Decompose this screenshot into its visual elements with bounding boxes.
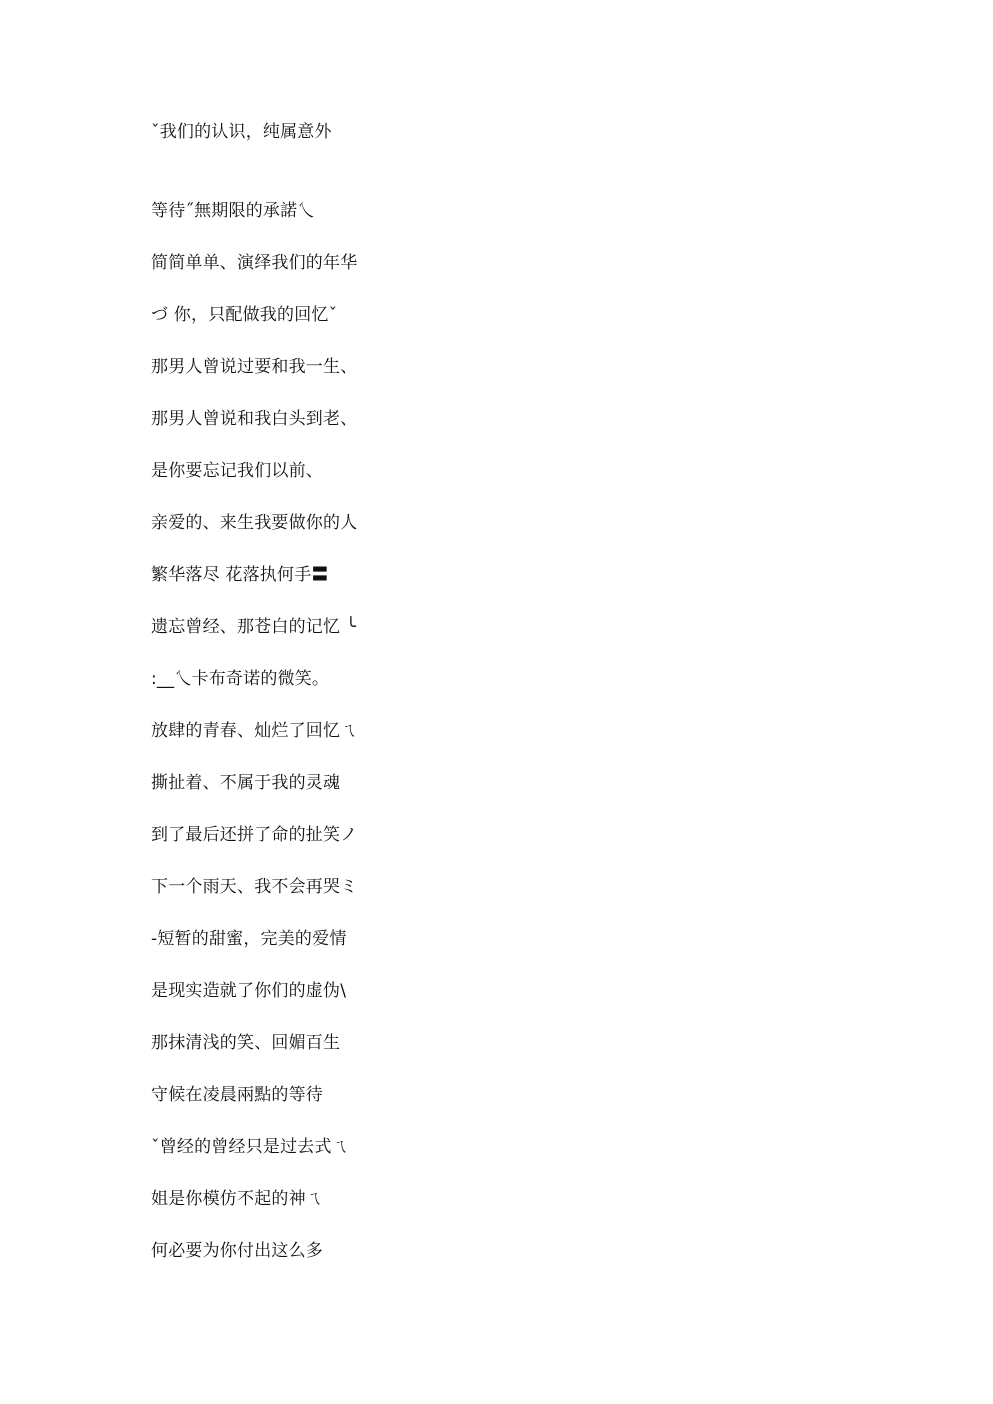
text-line: 何必要为你付出这么多 xyxy=(151,1241,323,1261)
text-line: 等待˝無期限的承諾乀 xyxy=(151,201,315,221)
text-line: ˇ我们的认识，纯属意外 xyxy=(151,122,332,142)
text-line: 是你要忘记我们以前、 xyxy=(151,461,323,481)
text-line: 守候在凌晨兩點的等待 xyxy=(151,1085,323,1105)
text-line: づ 你，只配做我的回忆ˇ xyxy=(151,305,338,325)
text-line: :__乀卡布奇诺的微笑。 xyxy=(151,669,330,689)
text-line: 遗忘曾经、那苍白的记忆 ╰ xyxy=(151,617,357,637)
text-line: -短暂的甜蜜，完美的爱情 xyxy=(151,929,347,949)
text-line: 繁华落尽 花落执何手〓 xyxy=(151,565,329,585)
text-line: 简简单单、演绎我们的年华 xyxy=(151,253,358,273)
text-line: 到了最后还拼了命的扯笑ノ xyxy=(151,825,358,845)
text-line: 亲爱的、来生我要做你的人 xyxy=(151,513,358,533)
text-line: ˇ曾经的曾经只是过去式ㄟ xyxy=(151,1137,349,1157)
text-line: 那抹清浅的笑、回媚百生 xyxy=(151,1033,341,1053)
text-line: 撕扯着、不属于我的灵魂 xyxy=(151,773,341,793)
text-line: 那男人曾说和我白头到老、 xyxy=(151,409,358,429)
text-line: 姐是你模仿不起的神ㄟ xyxy=(151,1189,323,1209)
text-line: 那男人曾说过要和我一生、 xyxy=(151,357,358,377)
text-lines xyxy=(151,0,551,1404)
text-line: 放肆的青春、灿烂了回忆ㄟ xyxy=(151,721,358,741)
text-line: 下一个雨天、我不会再哭ミ xyxy=(151,877,358,897)
text-line: 是现实造就了你们的虚伪\ xyxy=(151,981,347,1001)
